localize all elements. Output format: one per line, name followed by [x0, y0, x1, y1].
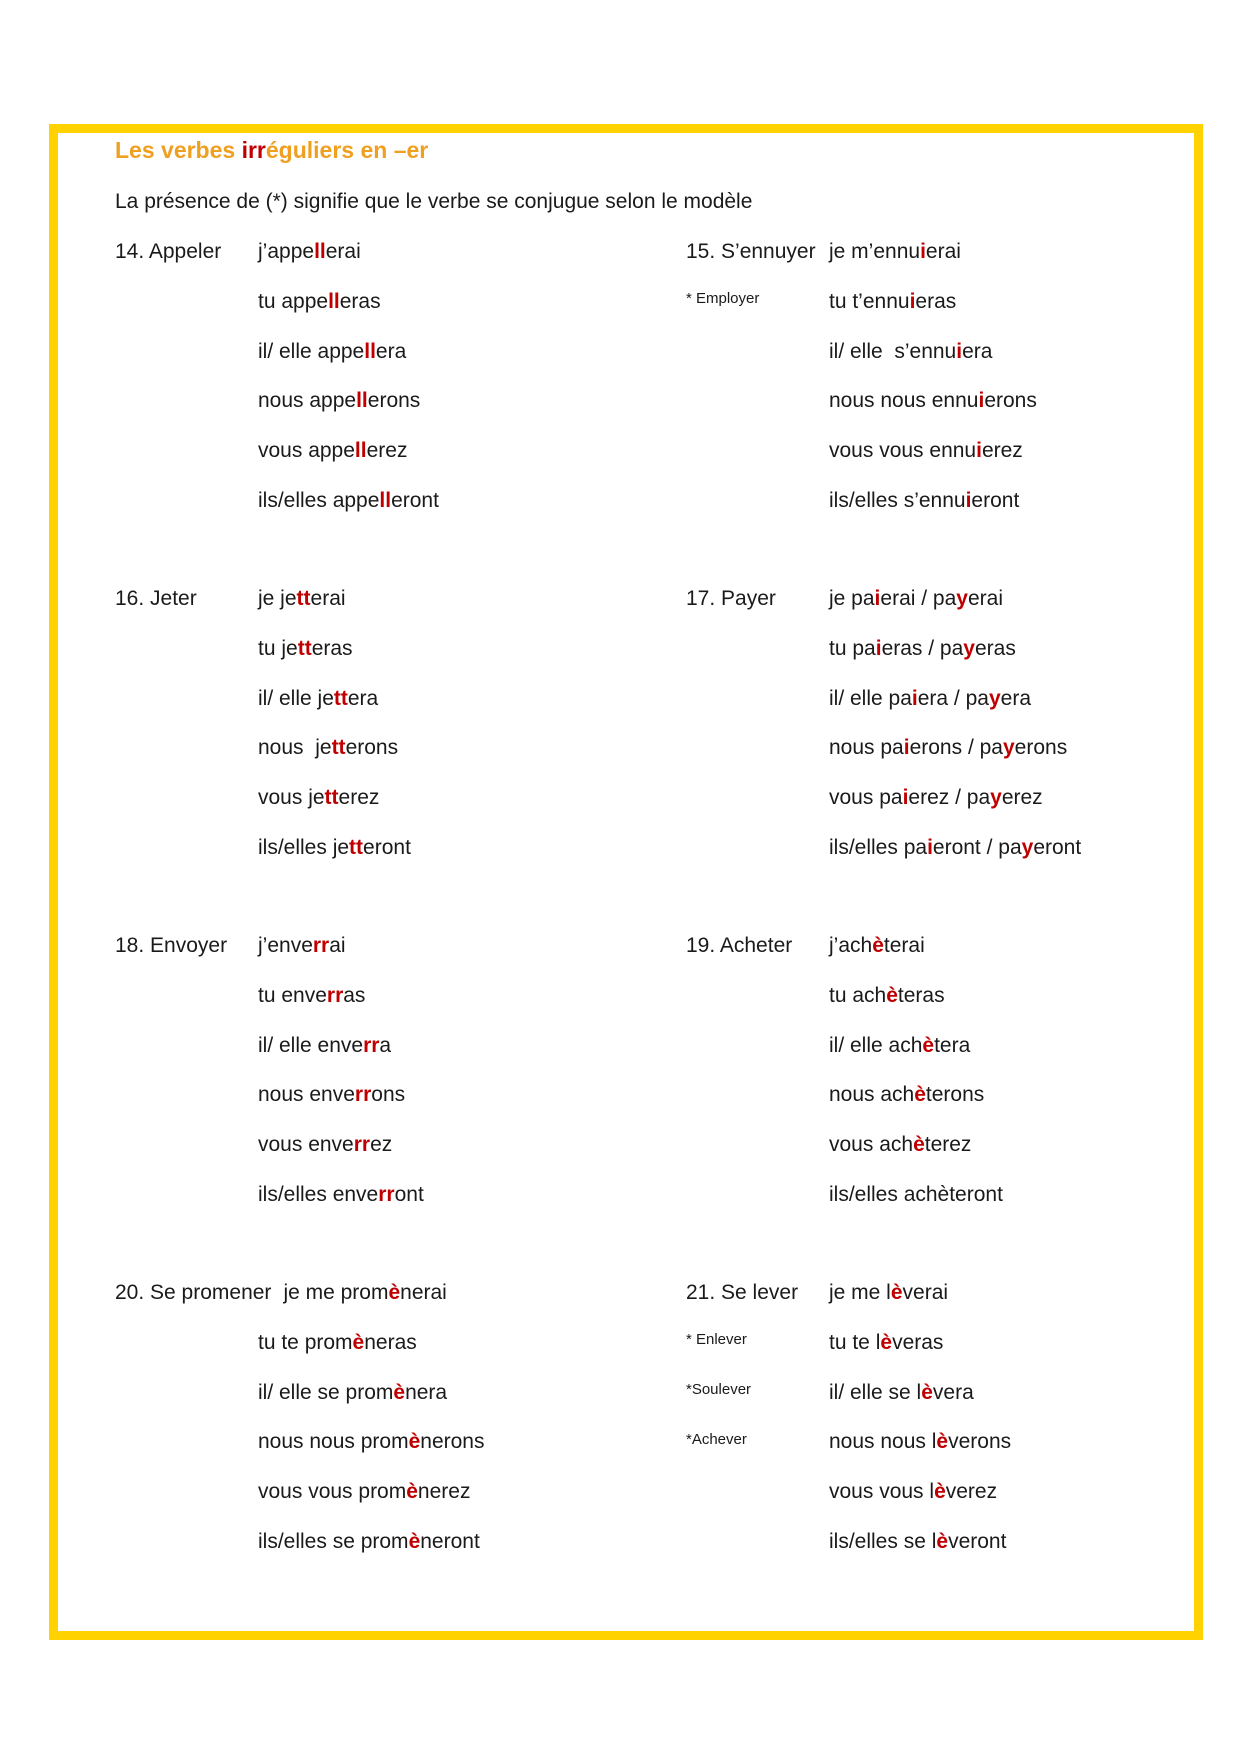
form-text: ai	[329, 934, 346, 957]
form-text: erez / pa	[908, 786, 991, 810]
form-text: verez	[945, 1480, 998, 1504]
highlighted-letters: rr	[353, 1133, 371, 1157]
highlighted-letters: è	[880, 1330, 893, 1354]
form-text: tu enve	[258, 983, 327, 1007]
form-text: tu je	[258, 636, 298, 660]
conjugation-form	[258, 1530, 480, 1554]
form-text: vous vous ennu	[829, 439, 977, 463]
form-text: ons	[371, 1083, 406, 1107]
form-text: era	[347, 686, 379, 710]
conjugation-form	[258, 1331, 417, 1355]
verb-label: 17. Payer	[686, 587, 776, 610]
form-text: je me prom	[283, 1281, 389, 1304]
form-text: il/ elle se l	[829, 1380, 922, 1404]
form-text: il/ elle enve	[258, 1033, 364, 1057]
highlighted-letters: i	[903, 736, 910, 760]
form-text: erons	[367, 389, 421, 413]
form-text: erez	[366, 439, 408, 463]
conjugation-form	[829, 1480, 997, 1504]
highlighted-letters: tt	[333, 686, 348, 710]
highlighted-letters: ll	[328, 289, 340, 313]
form-text: erons / pa	[909, 736, 1003, 760]
form-text: tu ach	[829, 983, 887, 1007]
form-text: ils/elles s’ennu	[829, 489, 966, 512]
title-text-start: Les verbes	[115, 137, 242, 163]
conjugation-form	[829, 736, 1067, 760]
highlighted-letters: y	[963, 636, 975, 660]
highlighted-letters: rr	[326, 983, 344, 1007]
highlighted-letters: è	[922, 1033, 935, 1057]
highlighted-letters: i	[920, 240, 926, 263]
form-text: ils/elles pa	[829, 836, 928, 859]
model-verb-note: * Enlever	[686, 1331, 747, 1348]
conjugation-form	[829, 687, 1031, 711]
form-text: tera	[934, 1033, 971, 1057]
form-text: eront	[391, 489, 439, 512]
conjugation-form	[258, 736, 398, 760]
highlighted-letters: i	[956, 339, 963, 363]
highlighted-letters: è	[388, 1281, 401, 1304]
verb-label: 18. Envoyer	[115, 934, 228, 957]
highlighted-letters: ll	[354, 439, 367, 463]
form-text: il/ elle ach	[829, 1033, 923, 1057]
conjugation-form	[258, 687, 378, 711]
form-text: terons	[925, 1083, 985, 1107]
page-subtitle: La présence de (*) signifie que le verbe se conjugue selon le modèle	[115, 190, 753, 213]
highlighted-letters: rr	[354, 1083, 372, 1107]
conjugation-form	[258, 587, 346, 611]
form-text: erai / pa	[880, 587, 957, 610]
conjugation-form	[258, 389, 420, 413]
form-text: eras	[915, 289, 957, 313]
form-text: nerez	[417, 1480, 471, 1504]
conjugation-form	[829, 1183, 1003, 1207]
highlighted-letters: è	[408, 1530, 421, 1553]
highlighted-letters: i	[909, 289, 916, 313]
highlighted-letters: i	[976, 439, 982, 463]
form-text: eront	[1033, 836, 1082, 859]
highlighted-letters: ll	[356, 389, 368, 413]
highlighted-letters: è	[914, 1083, 926, 1107]
model-verb-note: *Achever	[686, 1431, 747, 1448]
form-text: vous vous l	[829, 1480, 935, 1504]
conjugation-form	[258, 934, 346, 958]
highlighted-letters: y	[988, 686, 1001, 710]
highlighted-letters: y	[956, 587, 968, 610]
form-text: il/ elle appe	[258, 339, 365, 363]
highlighted-letters: ll	[364, 339, 376, 363]
highlighted-letters: y	[1002, 736, 1015, 760]
form-text: nous je	[258, 736, 332, 760]
conjugation-form	[258, 1480, 470, 1504]
form-text: veront	[948, 1530, 1007, 1553]
conjugation-form	[829, 290, 956, 314]
conjugation-form	[829, 240, 961, 264]
form-text: vous appe	[258, 439, 355, 463]
form-text: teras	[897, 983, 945, 1007]
form-text: j’enve	[258, 934, 313, 957]
verb-label: 21. Se lever	[686, 1281, 799, 1304]
highlighted-letters: è	[890, 1281, 903, 1304]
conjugation-form	[258, 984, 365, 1008]
conjugation-form	[829, 836, 1081, 860]
conjugation-form	[829, 1530, 1006, 1554]
form-text: ils/elles se l	[829, 1530, 937, 1553]
form-text: il/ elle je	[258, 686, 334, 710]
highlighted-letters: i	[927, 836, 933, 859]
form-text: neras	[364, 1330, 417, 1354]
form-text: erez	[338, 786, 380, 810]
form-text: eras	[974, 636, 1016, 660]
form-text: erai	[325, 240, 361, 263]
verb-label: 15. S’ennuyer	[686, 240, 816, 263]
highlighted-letters: è	[936, 1530, 949, 1553]
highlighted-letters: è	[393, 1380, 406, 1404]
form-text: verai	[902, 1281, 949, 1304]
form-text: nera	[405, 1380, 448, 1404]
form-text: erai	[967, 587, 1003, 610]
form-text: vous je	[258, 786, 325, 810]
conjugation-form	[829, 389, 1037, 413]
form-text: erez	[1001, 786, 1043, 810]
highlighted-letters: è	[352, 1330, 365, 1354]
highlighted-letters: tt	[296, 587, 311, 610]
form-text: tu te prom	[258, 1330, 353, 1354]
form-text: tu appe	[258, 289, 329, 313]
conjugation-form	[829, 439, 1023, 463]
form-text: je me l	[829, 1281, 891, 1304]
form-text: il/ elle s’ennu	[829, 339, 957, 363]
conjugation-form	[829, 1281, 948, 1305]
conjugation-form	[258, 340, 406, 364]
form-text: nous pa	[829, 736, 904, 760]
conjugation-form	[829, 934, 925, 958]
form-text: erons	[345, 736, 399, 760]
highlighted-letters: i	[978, 389, 985, 413]
form-text: terai	[883, 934, 925, 957]
conjugation-form	[258, 489, 439, 513]
page-title	[115, 137, 428, 164]
form-text: ils/elles appe	[258, 489, 380, 512]
form-text: eront	[363, 836, 411, 859]
highlighted-letters: è	[408, 1430, 421, 1454]
form-text: il/ elle pa	[829, 686, 912, 710]
form-text: erez	[981, 439, 1023, 463]
form-text: vous vous prom	[258, 1480, 407, 1504]
highlighted-letters: ll	[314, 240, 326, 263]
conjugation-form	[258, 1430, 485, 1454]
form-text: erons	[984, 389, 1037, 413]
form-text: eront	[971, 489, 1020, 512]
highlighted-letters: rr	[378, 1183, 395, 1206]
conjugation-form	[258, 1381, 447, 1405]
form-text: tu te l	[829, 1330, 881, 1354]
form-text: ils/elles achèteront	[829, 1183, 1003, 1206]
highlighted-letters: è	[921, 1380, 933, 1404]
conjugation-form	[829, 1034, 970, 1058]
form-text: vera	[932, 1380, 974, 1404]
verb-label: 20. Se promener je me promènerai	[115, 1281, 447, 1304]
form-text: era	[962, 339, 993, 363]
model-verb-note: *Soulever	[686, 1381, 752, 1398]
form-text: je pa	[829, 587, 875, 610]
form-text: era / pa	[917, 686, 989, 710]
form-text: ils/elles se prom	[258, 1530, 409, 1553]
conjugation-form	[829, 1083, 984, 1107]
verb-label: 19. Acheter	[686, 934, 793, 957]
form-text: nerai	[400, 1281, 447, 1304]
conjugation-form	[258, 1083, 405, 1107]
conjugation-form	[829, 1331, 943, 1355]
form-text: je m’ennu	[829, 240, 921, 263]
form-text: eras	[339, 289, 381, 313]
highlighted-letters: i	[911, 686, 918, 710]
form-text: j’ach	[829, 934, 873, 957]
page-border	[49, 124, 1203, 1640]
form-text: il/ elle se prom	[258, 1380, 394, 1404]
highlighted-letters: tt	[297, 636, 312, 660]
highlighted-letters: tt	[324, 786, 339, 810]
form-text: as	[343, 983, 366, 1007]
form-text: verons	[948, 1430, 1012, 1454]
form-text: erons	[1014, 736, 1068, 760]
conjugation-form	[829, 340, 992, 364]
conjugation-form	[258, 836, 411, 860]
form-text: nous enve	[258, 1083, 355, 1107]
verb-label: 14. Appeler	[115, 240, 222, 263]
title-highlight: irr	[241, 137, 266, 163]
form-text: erai	[925, 240, 961, 263]
form-text: je je	[258, 587, 297, 610]
highlighted-letters: tt	[349, 836, 364, 859]
highlighted-letters: è	[886, 983, 898, 1007]
form-text: vous enve	[258, 1133, 354, 1157]
conjugation-form	[258, 637, 353, 661]
form-text: eras / pa	[881, 636, 964, 660]
conjugation-form	[829, 1381, 974, 1405]
highlighted-letters: y	[1021, 836, 1034, 859]
form-text: ez	[370, 1133, 393, 1157]
verb-label: 16. Jeter	[115, 587, 197, 610]
highlighted-letters: i	[874, 587, 881, 610]
highlighted-letters: è	[936, 1430, 949, 1454]
conjugation-form	[258, 1183, 424, 1207]
form-text: eras	[311, 636, 353, 660]
highlighted-letters: y	[990, 786, 1002, 810]
conjugation-form	[258, 439, 407, 463]
highlighted-letters: è	[406, 1480, 418, 1504]
form-text: erai	[310, 587, 346, 610]
conjugation-form	[829, 786, 1043, 810]
conjugation-form	[829, 984, 945, 1008]
form-text: nous nous prom	[258, 1430, 409, 1454]
form-text: ils/elles enve	[258, 1183, 379, 1206]
form-text: tu pa	[829, 636, 876, 660]
highlighted-letters: i	[875, 636, 882, 660]
conjugation-form	[829, 587, 1003, 611]
form-text: ils/elles je	[258, 836, 350, 859]
highlighted-letters: i	[902, 786, 909, 810]
highlighted-letters: rr	[363, 1033, 380, 1057]
form-text: nous nous l	[829, 1430, 937, 1454]
form-text: j’appe	[258, 240, 315, 263]
form-text: nous ach	[829, 1083, 915, 1107]
conjugation-form	[258, 1133, 392, 1157]
conjugation-form	[829, 637, 1016, 661]
form-text: ont	[394, 1183, 424, 1206]
conjugation-form	[258, 1034, 391, 1058]
highlighted-letters: è	[872, 934, 884, 957]
form-text: nous appe	[258, 389, 357, 413]
conjugation-form	[829, 489, 1019, 513]
conjugation-form	[829, 1430, 1011, 1454]
conjugation-form	[258, 290, 381, 314]
form-text: era	[1000, 686, 1031, 710]
form-text: eront / pa	[932, 836, 1022, 859]
form-text: vous ach	[829, 1133, 914, 1157]
form-text: nous nous ennu	[829, 389, 979, 413]
form-text: nerons	[420, 1430, 485, 1454]
form-text: a	[379, 1033, 392, 1057]
form-text: neront	[420, 1530, 480, 1553]
conjugation-form	[258, 240, 361, 264]
conjugation-form	[258, 786, 379, 810]
form-text: terez	[924, 1133, 972, 1157]
form-text: era	[375, 339, 407, 363]
highlighted-letters: è	[913, 1133, 925, 1157]
form-text: veras	[892, 1330, 944, 1354]
highlighted-letters: rr	[312, 934, 330, 957]
highlighted-letters: ll	[379, 489, 392, 512]
form-text: vous pa	[829, 786, 903, 810]
model-verb-note: * Employer	[686, 290, 760, 307]
highlighted-letters: tt	[331, 736, 346, 760]
highlighted-letters: è	[934, 1480, 946, 1504]
conjugation-form	[283, 1281, 446, 1304]
form-text: tu t’ennu	[829, 289, 910, 313]
title-text-end: éguliers en –er	[265, 137, 429, 163]
highlighted-letters: i	[965, 489, 972, 512]
conjugation-form	[829, 1133, 971, 1157]
